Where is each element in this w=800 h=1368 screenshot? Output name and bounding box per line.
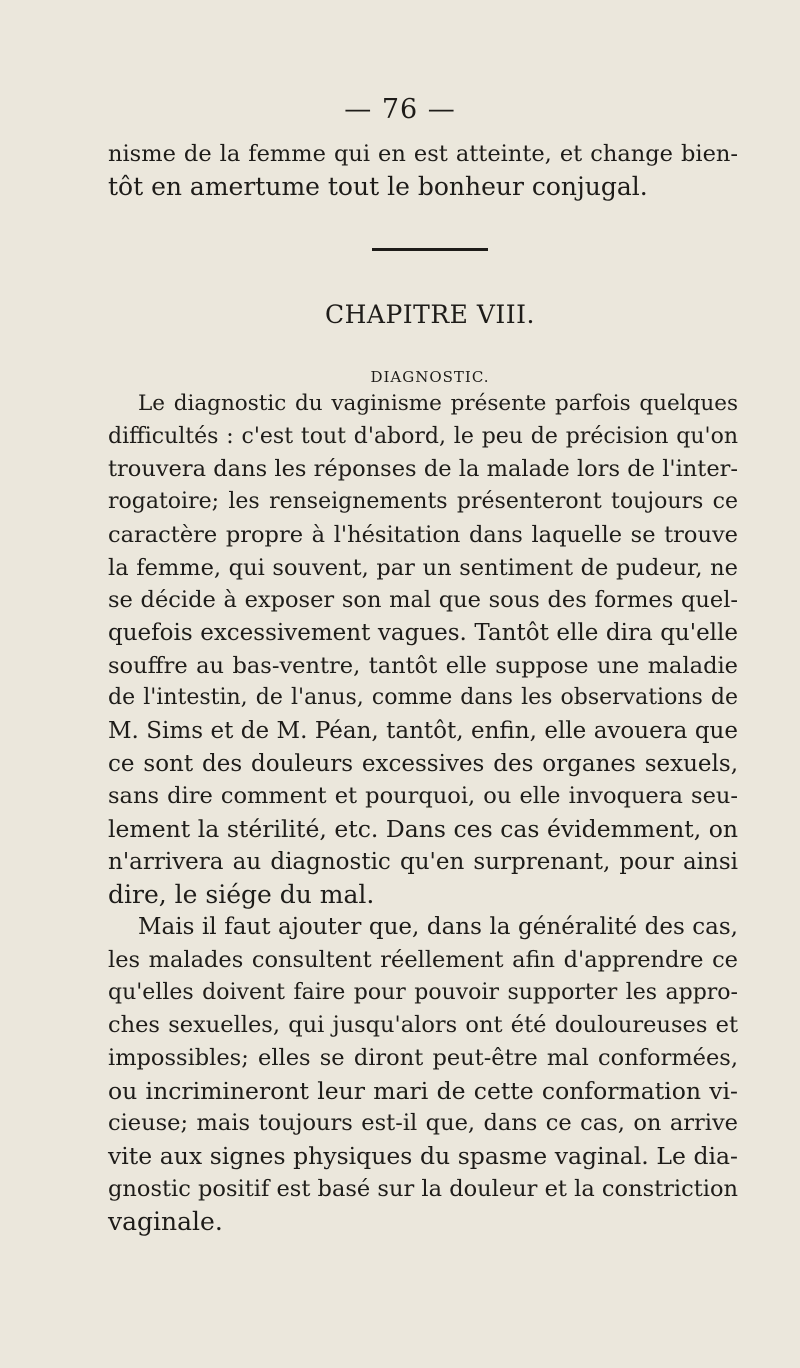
text-line: M. Sims et de M. Péan, tantôt, enfin, elle avouera que bbox=[108, 718, 738, 745]
text-line: difficultés : c'est tout d'abord, le peu de précision qu'on bbox=[108, 423, 738, 449]
text-line: trouvera dans les réponses de la malade lors de l'inter- bbox=[108, 456, 738, 483]
text-line: gnostic positif est basé sur la douleur et la constriction bbox=[108, 1175, 738, 1202]
text-line: souffre au bas-ventre, tantôt elle suppose une maladie bbox=[108, 652, 738, 679]
text-line: impossibles; elles se diront peut-être mal conformées, bbox=[108, 1045, 738, 1072]
text-line: vite aux signes physiques du spasme vaginal. Le dia- bbox=[108, 1142, 738, 1171]
text-line: se décide à exposer son mal que sous des formes quel- bbox=[108, 587, 738, 614]
text-line: ches sexuelles, qui jusqu'alors ont été douloureuses et bbox=[108, 1012, 738, 1039]
chapter-title: CHAPITRE VIII. bbox=[324, 300, 535, 329]
text-line: les malades consultent réellement afin d'apprendre ce bbox=[108, 946, 738, 973]
intro-paragraph bbox=[108, 138, 738, 203]
text-line: ce sont des douleurs excessives des organes sexuels, bbox=[108, 750, 738, 777]
text-line: nisme de la femme qui en est atteinte, et change bien- bbox=[108, 141, 738, 167]
text-line: de l'intestin, de l'anus, comme dans les observations de bbox=[108, 685, 738, 711]
text-line: lement la stérilité, etc. Dans ces cas évidemment, on bbox=[108, 815, 738, 844]
chapter-divider bbox=[372, 248, 488, 251]
text-line: quefois excessivement vagues. Tantôt elle dira qu'elle bbox=[108, 619, 738, 646]
text-line: ou incrimineront leur mari de cette conformation vi- bbox=[108, 1076, 738, 1105]
text-line: tôt en amertume tout le bonheur conjugal. bbox=[108, 171, 648, 201]
text-line: qu'elles doivent faire pour pouvoir supporter les appro- bbox=[108, 979, 738, 1005]
page-number: — 76 — bbox=[344, 94, 456, 125]
text-line: vaginale. bbox=[108, 1206, 223, 1236]
text-line: dire, le siége du mal. bbox=[108, 879, 375, 909]
text-line: Mais il faut ajouter que, dans la généralité des cas, bbox=[138, 914, 738, 941]
text-line: la femme, qui souvent, par un sentiment de pudeur, ne bbox=[108, 554, 738, 581]
section-title: DIAGNOSTIC. bbox=[370, 368, 490, 386]
text-line: n'arrivera au diagnostic qu'en surprenant, pour ainsi bbox=[108, 848, 738, 875]
body-text bbox=[108, 388, 738, 1238]
text-line: Le diagnostic du vaginisme présente parfois quelques bbox=[138, 391, 738, 416]
text-line: rogatoire; les renseignements présenteront toujours ce bbox=[108, 489, 738, 515]
text-line: cieuse; mais toujours est-il que, dans ce cas, on arrive bbox=[108, 1110, 738, 1137]
text-line: sans dire comment et pourquoi, ou elle invoquera seu- bbox=[108, 783, 738, 810]
text-line: caractère propre à l'hésitation dans laquelle se trouve bbox=[108, 521, 738, 548]
